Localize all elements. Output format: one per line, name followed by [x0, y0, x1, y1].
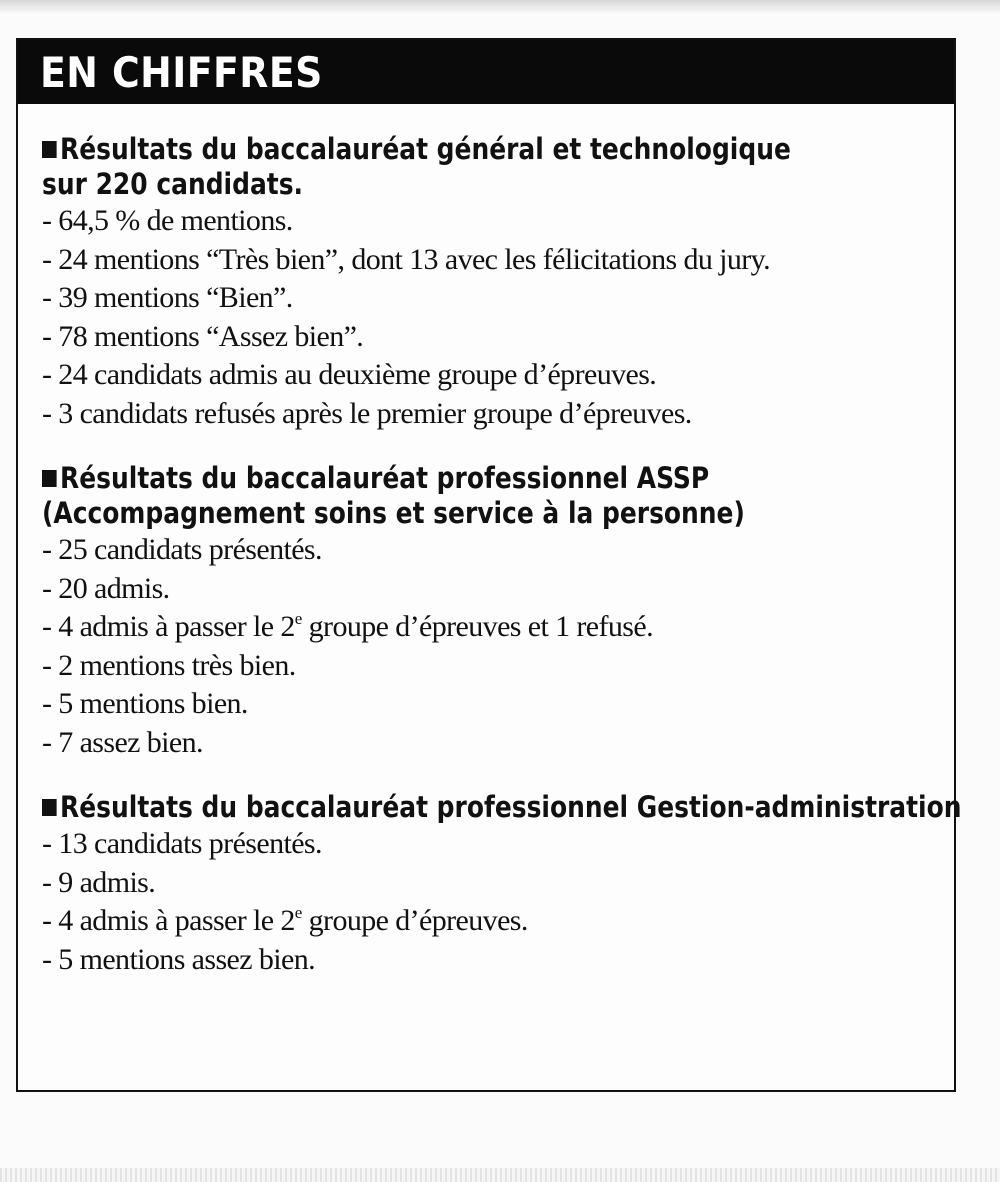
page-bottom-edge [0, 1168, 1000, 1182]
section-title-text: (Accompagnement soins et service à la personne) [42, 496, 745, 530]
results-section [42, 461, 954, 762]
section-title-text: Résultats du baccalauréat professionnel Gestion-administration [60, 790, 962, 824]
list-item: - 64,5 % de mentions. [42, 204, 293, 237]
section-title [42, 461, 826, 496]
list-item: - 4 admis à passer le 2e groupe d’épreuves et 1 refusé. [42, 609, 653, 643]
list-item: - 3 candidats refusés après le premier groupe d’épreuves. [42, 396, 692, 430]
list-item: - 2 mentions très bien. [42, 648, 296, 682]
square-bullet-icon [42, 141, 57, 158]
list-item: - 20 admis. [42, 571, 170, 605]
list-item: - 13 candidats présentés. [42, 827, 322, 860]
results-list [42, 825, 954, 979]
content-area [18, 104, 962, 979]
list-item: - 7 assez bien. [42, 725, 203, 759]
results-list [42, 531, 954, 762]
results-section [42, 132, 954, 433]
list-item: - 5 mentions assez bien. [42, 942, 316, 976]
list-item: - 78 mentions “Assez bien”. [42, 319, 364, 353]
list-item: - 4 admis à passer le 2e groupe d’épreuves. [42, 903, 528, 937]
header-title: EN CHIFFRES [40, 47, 323, 97]
header-bar [18, 40, 954, 104]
list-item: - 24 candidats admis au deuxième groupe d’épreuves. [42, 358, 657, 391]
en-chiffres-box [16, 38, 962, 1092]
section-title-text: sur 220 candidats. [42, 167, 304, 201]
ordinal-superscript: e [294, 609, 302, 628]
section-title-text: Résultats du baccalauréat professionnel ASSP [60, 461, 710, 495]
list-item: - 25 candidats présentés. [42, 533, 322, 566]
list-item: - 5 mentions bien. [42, 687, 248, 720]
square-bullet-icon [42, 799, 57, 816]
section-title [42, 132, 826, 167]
section-title-text: Résultats du baccalauréat général et technologique [60, 132, 791, 166]
section-title [42, 790, 962, 825]
list-item: - 9 admis. [42, 865, 156, 899]
list-item: - 39 mentions “Bien”. [42, 281, 293, 314]
section-title [42, 496, 826, 531]
ordinal-superscript: e [294, 903, 302, 922]
list-item: - 24 mentions “Très bien”, dont 13 avec les félicitations du jury. [42, 242, 771, 276]
square-bullet-icon [42, 470, 57, 487]
section-title [42, 167, 826, 202]
page-top-edge [0, 0, 1000, 14]
results-section [42, 790, 962, 979]
results-list [42, 202, 954, 433]
